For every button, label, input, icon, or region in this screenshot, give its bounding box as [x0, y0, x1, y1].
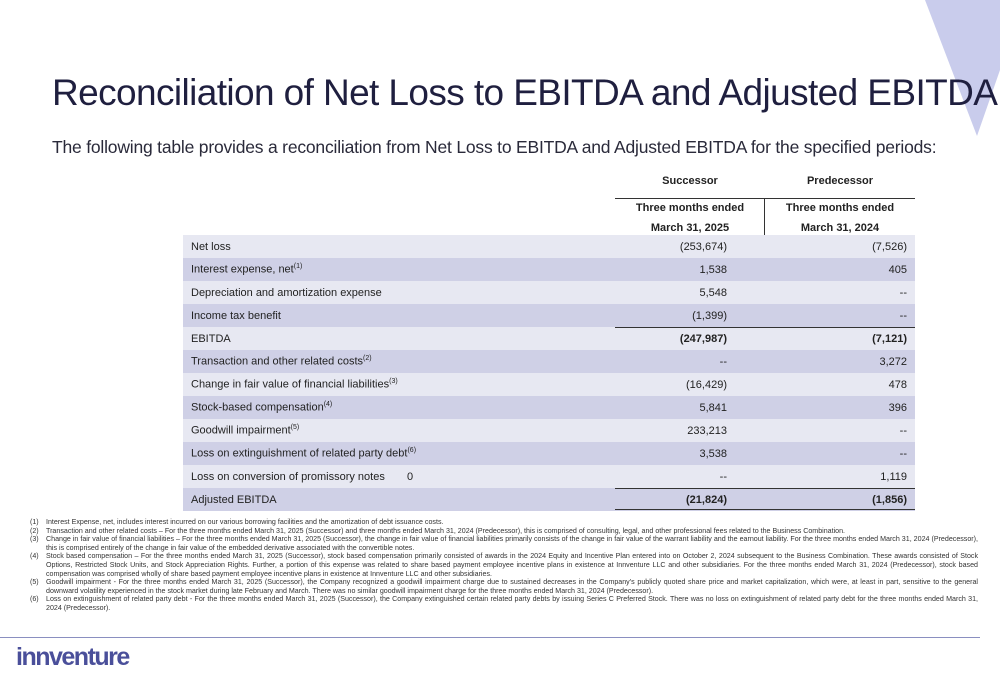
footer-divider — [0, 637, 980, 638]
reconciliation-table — [183, 235, 915, 511]
successor-value: 5,548 — [699, 286, 727, 299]
row-label: Goodwill impairment$^{(5)}$ — [191, 424, 300, 437]
footnote-text: Stock based compensation – For the three months ended March 31, 2025 (Successor), stock based compensation primarily consisted of awards in the 2024 Equity and Incentive Plan entered into on October 2, 2024 subsequent to the Business Combination. These awards consisted of Stock Options, Restricted Stock Units, and Stock Appreciation Rights. Further, a portion of this expense was related to share based payment employee incentive plans in existence at Innventure LLC and other subsidiaries. For the three months ended March 31, 2024 (Predecessor), stock based compensation was comprised wholly of share based payment employee incentive plans in existence at Innventure LLC and other subsidiaries. — [46, 552, 978, 578]
predecessor-value: 405 — [888, 263, 907, 276]
predecessor-value: 1,119 — [880, 470, 907, 483]
footnote-number: (3) — [30, 535, 39, 544]
successor-value: -- — [719, 355, 727, 368]
footnote-ref: (5) — [290, 424, 300, 432]
successor-value: (16,429) — [686, 378, 727, 391]
successor-value: 233,213 — [687, 424, 727, 437]
footnote-text: Loss on extinguishment of related party debt - For the three months ended March 31, 2025 (Successor), the Company extinguished certain related party debts by issuing Series C Preferred Stock. There was no loss on extinguishment of related party debt for the three months ended March 31, 2024 (Predecessor). — [46, 595, 978, 612]
successor-header: Successor — [662, 175, 718, 187]
footnote-ref: (6) — [407, 447, 417, 455]
footnotes — [30, 518, 978, 613]
successor-value: (1,399) — [692, 309, 727, 322]
row-label: Loss on conversion of promissory notes — [191, 470, 385, 483]
footnote — [30, 552, 978, 578]
row-label: Transaction and other related costs$^{(2)}$ — [191, 355, 372, 368]
table-row-ebitda — [183, 327, 915, 350]
table-row — [183, 281, 915, 304]
successor-period-line2: March 31, 2025 — [650, 222, 730, 234]
footnote — [30, 578, 978, 595]
table-row — [183, 258, 915, 281]
predecessor-period-line2: March 31, 2024 — [800, 222, 880, 234]
footnote — [30, 518, 978, 527]
successor-period-line1: Three months ended — [635, 202, 745, 214]
successor-value: (253,674) — [679, 240, 727, 253]
predecessor-value: 3,272 — [879, 355, 907, 368]
table-row — [183, 396, 915, 419]
predecessor-value: -- — [899, 286, 907, 299]
table-row — [183, 304, 915, 327]
footnote-text: Transaction and other related costs – For the three months ended March 31, 2025 (Successor) and three months ended March 31, 2024 (Predecessor), this is comprised of consulting, legal, and other professional fees related to the Business Combination. — [46, 526, 846, 535]
row-label: Income tax benefit — [191, 309, 281, 322]
footnote-text: Goodwill impairment - For the three months ended March 31, 2025 (Successor), the Company recognized a goodwill impairment charge due to sustained decreases in the Company’s publicly quoted share price and market capitalization, which were, at least in part, sensitive to the general downward volatility experienced in the stock market during late February and March. There was no similar goodwill impairment charge for the three months ended March 31, 2024 (Predecessor). — [46, 578, 978, 595]
predecessor-value: (7,526) — [872, 240, 907, 253]
table-row — [183, 465, 915, 488]
footnote — [30, 595, 978, 612]
footnote-text: Interest Expense, net, includes interest incurred on our various borrowing facilities and the amortization of debt issuance costs. — [46, 518, 444, 526]
successor-value: 5,841 — [699, 401, 727, 414]
page-subtitle: The following table provides a reconciliation from Net Loss to EBITDA and Adjusted EBITDA for the specified periods: — [52, 137, 937, 157]
successor-value: 3,538 — [699, 447, 727, 460]
predecessor-period-line1: Three months ended — [785, 202, 895, 214]
predecessor-value: (7,121) — [872, 332, 907, 345]
row-label: Depreciation and amortization expense — [191, 286, 382, 299]
footnote — [30, 535, 978, 552]
row-extra-value: 0 — [407, 470, 414, 483]
footnote-number: (4) — [30, 552, 39, 561]
footnote-number: (5) — [30, 578, 39, 587]
successor-value: (247,987) — [679, 332, 727, 345]
footnote-number: (6) — [30, 595, 39, 604]
row-label: Stock-based compensation$^{(4)}$ — [191, 401, 333, 414]
table-row-adjusted-ebitda — [183, 488, 915, 511]
row-label: Loss on extinguishment of related party debt$^{(6)}$ — [191, 447, 417, 460]
footnote-text: Change in fair value of financial liabilities – For the three months ended March 31, 2025 (Successor), the change in fair value of financial liabilities primarily consists of the change in fair value of the warrant liability and the earnout liability. For the three months ended March 31, 2024 (Predecessor), this is comprised entirely of the change in fair value of the embedded derivative associated with the convertible notes. — [46, 535, 978, 552]
adjusted-ebitda-top-rule — [615, 488, 915, 489]
predecessor-header: Predecessor — [806, 175, 874, 187]
table-row — [183, 442, 915, 465]
predecessor-value: 396 — [888, 401, 907, 414]
row-label: EBITDA — [191, 332, 231, 345]
predecessor-value: -- — [899, 447, 907, 460]
successor-value: (21,824) — [686, 493, 727, 506]
ebitda-top-rule — [615, 327, 915, 328]
innventure-logo: innventure — [16, 643, 129, 671]
row-label: Adjusted EBITDA — [191, 493, 277, 506]
footnote — [30, 527, 978, 536]
row-label: Net loss — [191, 240, 231, 253]
footnote-number: (1) — [30, 518, 39, 526]
header-rule — [615, 198, 915, 199]
row-label: Interest expense, net$^{(1)}$ — [191, 263, 303, 276]
footnote-ref: (2) — [363, 355, 372, 363]
table-row — [183, 419, 915, 442]
page-title: Reconciliation of Net Loss to EBITDA and Adjusted EBITDA — [52, 72, 998, 113]
row-label: Change in fair value of financial liabilities$^{(3)}$ — [191, 378, 398, 391]
footnote-ref: (3) — [389, 378, 398, 386]
corner-chevron-decoration — [925, 0, 1000, 136]
predecessor-value: 478 — [888, 378, 907, 391]
predecessor-value: (1,856) — [872, 493, 907, 506]
table-row — [183, 235, 915, 258]
footnote-ref: (4) — [323, 401, 333, 409]
table-row — [183, 373, 915, 396]
footnote-ref: (1) — [293, 263, 303, 271]
predecessor-value: -- — [899, 424, 907, 437]
adjusted-ebitda-bottom-rule — [615, 509, 915, 510]
successor-value: -- — [719, 470, 727, 483]
predecessor-value: -- — [899, 309, 907, 322]
table-row — [183, 350, 915, 373]
successor-value: 1,538 — [699, 263, 727, 276]
footnote-number: (2) — [30, 526, 39, 535]
